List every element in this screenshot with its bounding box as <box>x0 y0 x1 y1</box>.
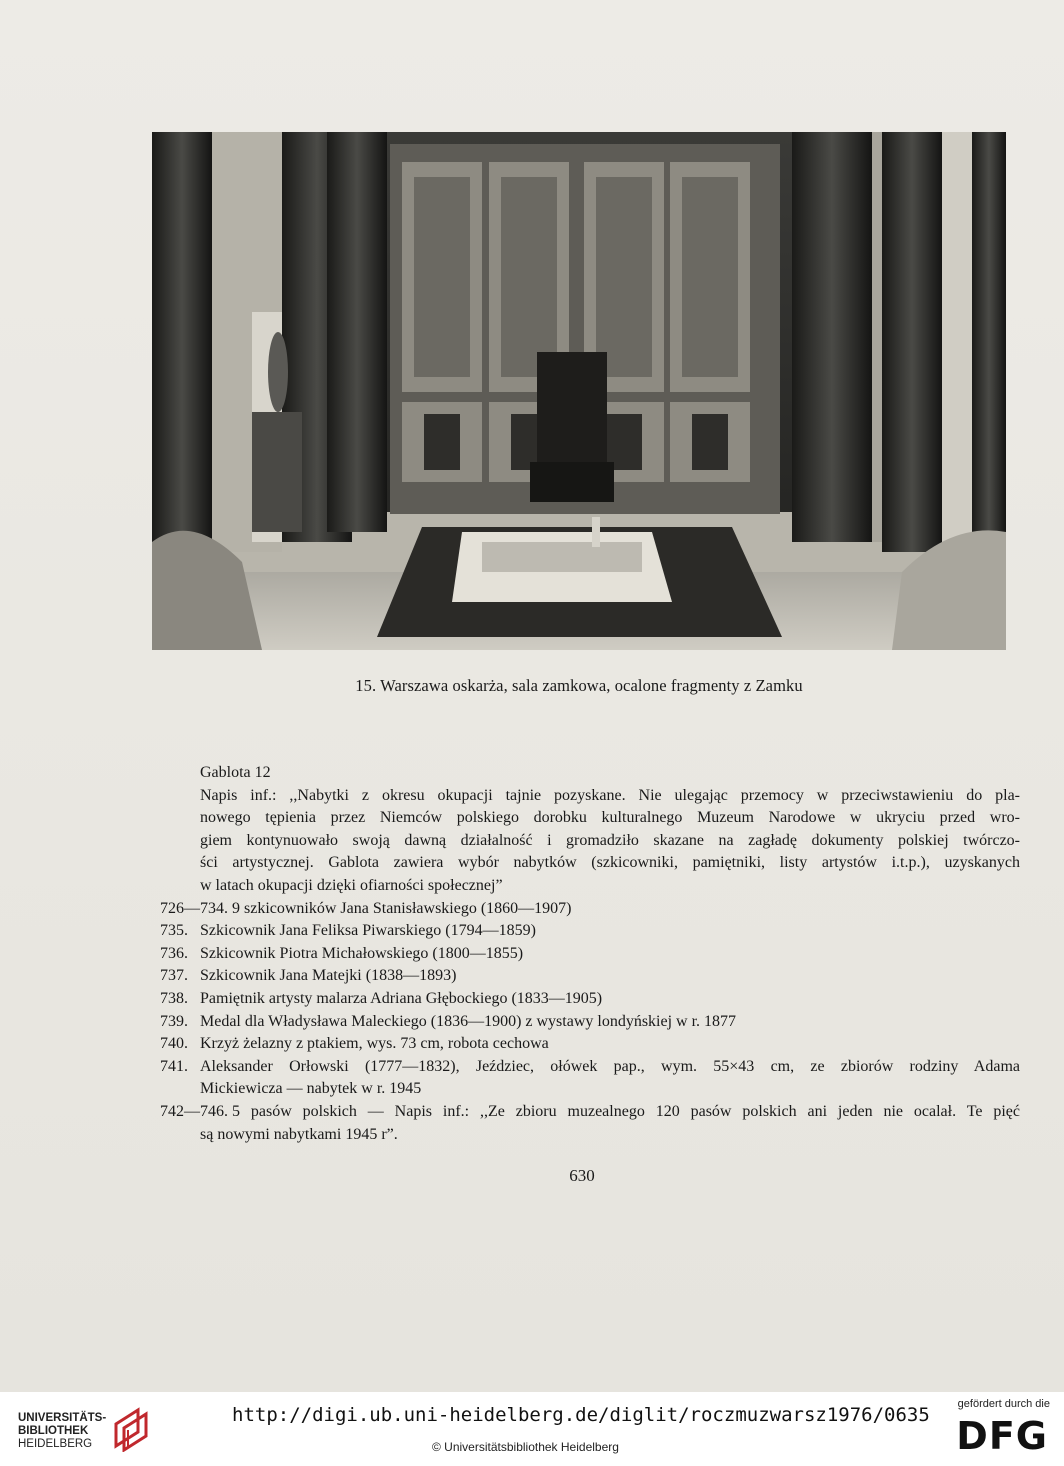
body-text <box>160 762 1020 1146</box>
entry-text: Aleksander Orłowski (1777—1832), Jeździec, ołówek pap., wym. 55×43 cm, ze zbiorów rodziny Adama <box>200 1057 1020 1075</box>
catalog-entry <box>160 898 1020 921</box>
catalog-entry <box>160 965 1020 988</box>
entry-number: 741. <box>160 1057 188 1075</box>
entry-number: 726—734. <box>160 899 228 917</box>
library-name-line: HEIDELBERG <box>18 1438 93 1450</box>
page-number: 630 <box>569 1166 595 1185</box>
entry-text: Szkicownik Jana Feliksa Piwarskiego (1794—1859) <box>200 922 536 940</box>
figure-caption: 15. Warszawa oskarża, sala zamkowa, ocalone fragmenty z Zamku <box>355 676 803 695</box>
library-name-line: UNIVERSITÄTS- <box>18 1412 107 1424</box>
paragraph <box>160 785 1020 898</box>
paragraph-line: giem kontynuowało swoją dawną działalność i gromadziło skazane na zagładę dokumenty polskiej twórczo- <box>200 831 1020 849</box>
entry-number: 738. <box>160 989 188 1007</box>
figure-photo <box>152 132 1006 650</box>
entry-number: 740. <box>160 1035 188 1053</box>
paragraph-line: w latach okupacji dzięki ofiarności społecznej” <box>200 876 503 894</box>
library-emblem-icon <box>108 1406 154 1452</box>
entry-text: 5 pasów polskich — Napis inf.: ,,Ze zbioru muzealnego 120 pasów polskich ani jeden nie ocalał. Te pięć <box>232 1102 1020 1120</box>
photo-illustration <box>152 132 1006 650</box>
entry-number: 742—746. <box>160 1102 228 1120</box>
entry-number: 736. <box>160 944 188 962</box>
catalog-entry <box>160 1056 1020 1101</box>
paragraph-line: nowego tępienia przez Niemców polskiego dorobku kulturalnego Muzeum Narodowe w ukryciu przed wro- <box>200 809 1020 827</box>
entry-number: 737. <box>160 967 188 985</box>
funding-note: gefördert durch die <box>957 1398 1050 1410</box>
catalog-entry <box>160 988 1020 1011</box>
library-logo[interactable] <box>18 1404 158 1454</box>
entry-text-continuation: Mickiewicza — nabytek w r. 1945 <box>200 1080 422 1098</box>
footer-bar <box>0 1392 1064 1466</box>
copyright-notice: © Universitätsbibliothek Heidelberg <box>432 1440 619 1454</box>
library-name-line: BIBLIOTHEK <box>18 1425 89 1437</box>
library-name <box>18 1412 106 1451</box>
catalog-entry <box>160 1011 1020 1034</box>
catalog-entry <box>160 920 1020 943</box>
paragraph-line: Napis inf.: ,,Nabytki z okresu okupacji tajnie pozyskane. Nie ulegając przemocy w przeciwstawieniu do pla- <box>200 786 1020 804</box>
entry-text: Krzyż żelazny z ptakiem, wys. 73 cm, robota cechowa <box>200 1035 549 1053</box>
entry-text: 9 szkicowników Jana Stanisławskiego (1860—1907) <box>232 899 572 917</box>
entry-text-continuation: są nowymi nabytkami 1945 r”. <box>200 1125 398 1143</box>
catalog-entry <box>160 1033 1020 1056</box>
entry-text: Szkicownik Piotra Michałowskiego (1800—1855) <box>200 944 524 962</box>
entry-text: Medal dla Władysława Maleckiego (1836—1900) z wystawy londyńskiej w r. 1877 <box>200 1012 737 1030</box>
section-heading: Gablota 12 <box>200 764 271 781</box>
dfg-logo[interactable]: DFG <box>956 1414 1048 1458</box>
entry-number: 735. <box>160 922 188 940</box>
paragraph-line: ści artystycznej. Gablota zawiera wybór nabytków (szkicowniki, pamiętniki, listy artystów i.t.p.), uzyskanych <box>200 854 1020 872</box>
catalog-entry <box>160 943 1020 966</box>
entry-text: Pamiętnik artysty malarza Adriana Głębockiego (1833—1905) <box>200 989 603 1007</box>
source-url-link[interactable]: http://digi.ub.uni-heidelberg.de/diglit/roczmuzwarsz1976/0635 <box>232 1404 930 1426</box>
catalog-entry <box>160 1101 1020 1146</box>
entry-text: Szkicownik Jana Matejki (1838—1893) <box>200 967 457 985</box>
entry-number: 739. <box>160 1012 188 1030</box>
